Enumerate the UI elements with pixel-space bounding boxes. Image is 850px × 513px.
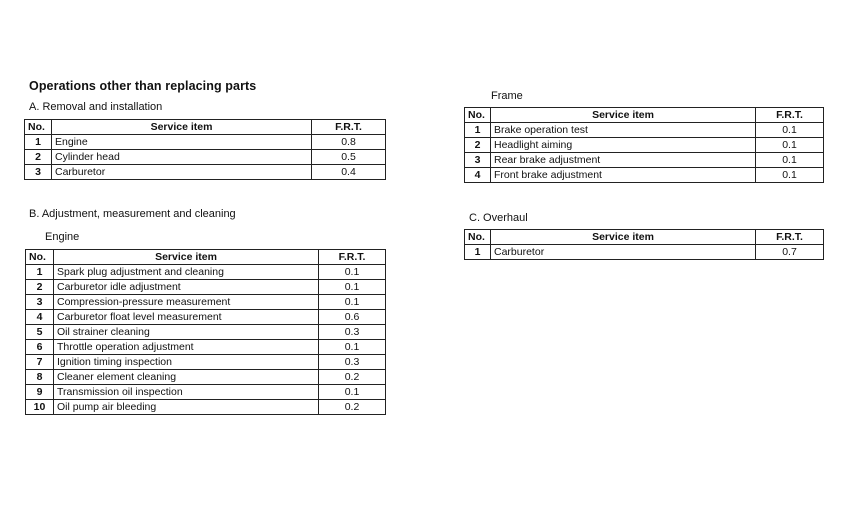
row-frt: 0.7 bbox=[756, 245, 824, 260]
row-service-item: Cylinder head bbox=[52, 150, 312, 165]
row-no: 2 bbox=[465, 138, 491, 153]
row-frt: 0.1 bbox=[756, 153, 824, 168]
table-header-row bbox=[25, 120, 386, 135]
removal-installation-table bbox=[24, 119, 386, 180]
row-frt: 0.1 bbox=[319, 280, 386, 295]
table-header-row bbox=[465, 230, 824, 245]
row-no: 4 bbox=[26, 310, 54, 325]
table-row bbox=[26, 280, 386, 295]
row-frt: 0.4 bbox=[312, 165, 386, 180]
col-header-frt: F.R.T. bbox=[756, 108, 824, 123]
row-frt: 0.1 bbox=[756, 123, 824, 138]
table-row bbox=[25, 150, 386, 165]
row-no: 1 bbox=[465, 245, 491, 260]
row-service-item: Engine bbox=[52, 135, 312, 150]
table-row bbox=[465, 168, 824, 183]
row-no: 10 bbox=[26, 400, 54, 415]
row-no: 4 bbox=[465, 168, 491, 183]
row-no: 9 bbox=[26, 385, 54, 400]
table-row bbox=[26, 370, 386, 385]
row-service-item: Cleaner element cleaning bbox=[54, 370, 319, 385]
table-header-row bbox=[26, 250, 386, 265]
table-row bbox=[26, 340, 386, 355]
row-no: 3 bbox=[26, 295, 54, 310]
col-header-no: No. bbox=[465, 230, 491, 245]
row-service-item: Transmission oil inspection bbox=[54, 385, 319, 400]
col-header-no: No. bbox=[26, 250, 54, 265]
col-header-no: No. bbox=[465, 108, 491, 123]
section-c-title: C. Overhaul bbox=[469, 212, 528, 224]
table-row bbox=[26, 295, 386, 310]
row-frt: 0.1 bbox=[319, 340, 386, 355]
row-frt: 0.1 bbox=[319, 295, 386, 310]
table-row bbox=[26, 310, 386, 325]
table-row bbox=[26, 400, 386, 415]
row-no: 2 bbox=[26, 280, 54, 295]
table-row bbox=[26, 385, 386, 400]
row-no: 1 bbox=[26, 265, 54, 280]
row-no: 8 bbox=[26, 370, 54, 385]
row-no: 1 bbox=[465, 123, 491, 138]
table-row bbox=[25, 135, 386, 150]
row-no: 3 bbox=[25, 165, 52, 180]
row-service-item: Brake operation test bbox=[491, 123, 756, 138]
row-no: 5 bbox=[26, 325, 54, 340]
col-header-frt: F.R.T. bbox=[319, 250, 386, 265]
row-frt: 0.1 bbox=[319, 385, 386, 400]
row-frt: 0.2 bbox=[319, 400, 386, 415]
row-service-item: Compression-pressure measurement bbox=[54, 295, 319, 310]
row-service-item: Rear brake adjustment bbox=[491, 153, 756, 168]
row-frt: 0.8 bbox=[312, 135, 386, 150]
table-row bbox=[465, 153, 824, 168]
frame-adjustment-table bbox=[464, 107, 824, 183]
row-service-item: Carburetor float level measurement bbox=[54, 310, 319, 325]
section-b-title: B. Adjustment, measurement and cleaning bbox=[29, 208, 236, 220]
row-frt: 0.1 bbox=[319, 265, 386, 280]
row-frt: 0.6 bbox=[319, 310, 386, 325]
engine-subtitle: Engine bbox=[45, 231, 80, 243]
overhaul-table bbox=[464, 229, 824, 260]
row-service-item: Carburetor bbox=[491, 245, 756, 260]
row-service-item: Oil strainer cleaning bbox=[54, 325, 319, 340]
col-header-service-item: Service item bbox=[491, 230, 756, 245]
row-service-item: Throttle operation adjustment bbox=[54, 340, 319, 355]
row-frt: 0.1 bbox=[756, 168, 824, 183]
col-header-frt: F.R.T. bbox=[312, 120, 386, 135]
row-service-item: Ignition timing inspection bbox=[54, 355, 319, 370]
col-header-frt: F.R.T. bbox=[756, 230, 824, 245]
section-a-title: A. Removal and installation bbox=[29, 101, 163, 113]
table-row bbox=[26, 325, 386, 340]
row-frt: 0.2 bbox=[319, 370, 386, 385]
row-frt: 0.3 bbox=[319, 355, 386, 370]
row-service-item: Headlight aiming bbox=[491, 138, 756, 153]
row-no: 7 bbox=[26, 355, 54, 370]
table-row bbox=[465, 138, 824, 153]
row-no: 1 bbox=[25, 135, 52, 150]
row-frt: 0.1 bbox=[756, 138, 824, 153]
table-row bbox=[465, 123, 824, 138]
row-frt: 0.5 bbox=[312, 150, 386, 165]
row-service-item: Front brake adjustment bbox=[491, 168, 756, 183]
row-service-item: Oil pump air bleeding bbox=[54, 400, 319, 415]
row-no: 2 bbox=[25, 150, 52, 165]
table-row bbox=[26, 265, 386, 280]
frame-subtitle: Frame bbox=[491, 90, 523, 102]
row-service-item: Spark plug adjustment and cleaning bbox=[54, 265, 319, 280]
table-row bbox=[465, 245, 824, 260]
table-row bbox=[25, 165, 386, 180]
page-title: Operations other than replacing parts bbox=[29, 79, 257, 93]
engine-adjustment-table bbox=[25, 249, 386, 415]
row-service-item: Carburetor idle adjustment bbox=[54, 280, 319, 295]
table-row bbox=[26, 355, 386, 370]
row-no: 6 bbox=[26, 340, 54, 355]
row-service-item: Carburetor bbox=[52, 165, 312, 180]
col-header-service-item: Service item bbox=[54, 250, 319, 265]
col-header-service-item: Service item bbox=[52, 120, 312, 135]
table-header-row bbox=[465, 108, 824, 123]
row-no: 3 bbox=[465, 153, 491, 168]
col-header-no: No. bbox=[25, 120, 52, 135]
row-frt: 0.3 bbox=[319, 325, 386, 340]
col-header-service-item: Service item bbox=[491, 108, 756, 123]
